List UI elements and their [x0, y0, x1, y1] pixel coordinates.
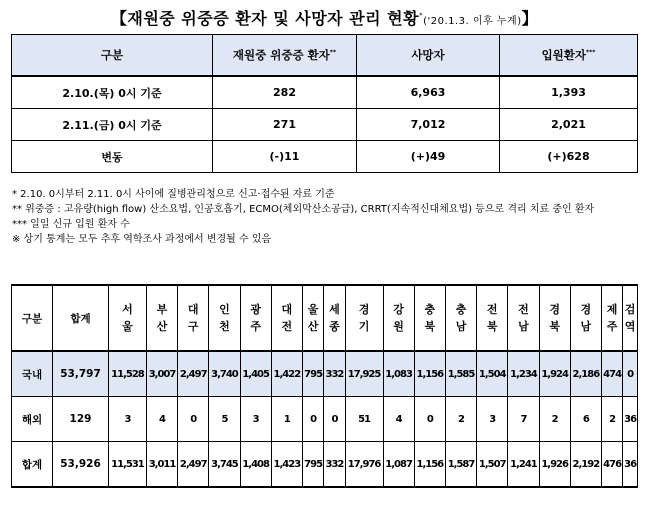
table-cell: 2,192 [570, 442, 601, 488]
table-cell: 2 [445, 397, 476, 442]
footnote: * 2.10. 0시부터 2.11. 0시 사이에 질병관리청으로 신고·접수된 자료 기준 [12, 189, 335, 200]
row-label: 변동 [12, 141, 213, 173]
header-region: 충 남 [445, 285, 476, 351]
table-header-row [12, 35, 638, 77]
table-cell: 271 [213, 109, 357, 141]
header-admitted: 입원환자*** [500, 35, 638, 77]
table-cell: (-)11 [213, 141, 357, 173]
row-label: 2.10.(목) 0시 기준 [12, 76, 213, 109]
header-region: 강 원 [383, 285, 414, 351]
table-cell: 7 [508, 397, 539, 442]
table-cell: 1,087 [383, 442, 414, 488]
table-cell: 1 [271, 397, 302, 442]
table-cell: 282 [213, 76, 357, 109]
table-cell: 3,745 [209, 442, 240, 488]
header-region: 대 구 [178, 285, 209, 351]
severe-patient-table [11, 34, 638, 173]
table-cell: 332 [324, 442, 345, 488]
table-cell: 2 [601, 397, 622, 442]
table-cell: 332 [324, 351, 345, 397]
footnote: *** 일일 신규 입원 환자 수 [12, 219, 130, 230]
table-cell: 5 [209, 397, 240, 442]
table-cell: 1,504 [477, 351, 508, 397]
header-category: 구분 [12, 35, 213, 77]
table-cell: 1,587 [445, 442, 476, 488]
row-label: 해외 [12, 397, 53, 442]
table-cell: 17,976 [345, 442, 383, 488]
row-total: 129 [53, 397, 109, 442]
table-cell: 1,924 [539, 351, 570, 397]
header-region: 부 산 [146, 285, 177, 351]
table-cell: 2 [539, 397, 570, 442]
table-cell: 1,156 [414, 351, 445, 397]
header-region: 경 남 [570, 285, 601, 351]
table-row [12, 442, 638, 488]
header-region: 경 기 [345, 285, 383, 351]
page-title [0, 6, 649, 29]
title-main: 【재원중 위중증 환자 및 사망자 관리 현황 [110, 9, 420, 28]
header-region: 울 산 [302, 285, 323, 351]
header-region: 전 북 [477, 285, 508, 351]
table-cell: 1,408 [240, 442, 271, 488]
table-cell: 2,497 [178, 351, 209, 397]
table-cell: 11,531 [109, 442, 147, 488]
table-cell: 2,021 [500, 109, 638, 141]
table-cell: 1,156 [414, 442, 445, 488]
table-cell: 3 [240, 397, 271, 442]
header-category: 구분 [12, 285, 53, 351]
table-cell: 36 [623, 442, 638, 488]
table-cell: 1,234 [508, 351, 539, 397]
table-cell: 36 [623, 397, 638, 442]
table-row [12, 109, 638, 141]
header-total: 합계 [53, 285, 109, 351]
row-total: 53,926 [53, 442, 109, 488]
row-label: 국내 [12, 351, 53, 397]
table-row [12, 141, 638, 173]
header-region: 검 역 [623, 285, 638, 351]
table-cell: (+)628 [500, 141, 638, 173]
header-region: 경 북 [539, 285, 570, 351]
table-cell: 795 [302, 351, 323, 397]
table-cell: 0 [623, 351, 638, 397]
footnote: ** 위중증 : 고유량(high flow) 산소요법, 인공호흡기, ECMO(체외막산소공급), CRRT(지속적신대체요법) 등으로 격리 치료 중인 환자 [12, 204, 595, 215]
table-header-row [12, 285, 638, 351]
table-cell: 0 [414, 397, 445, 442]
header-region: 충 북 [414, 285, 445, 351]
footnote: ※ 상기 통계는 모두 추후 역학조사 과정에서 변경될 수 있음 [12, 234, 272, 245]
table-cell: 3,011 [146, 442, 177, 488]
table-cell: 1,422 [271, 351, 302, 397]
table-cell: 0 [324, 397, 345, 442]
table-cell: 17,925 [345, 351, 383, 397]
table-cell: 2,186 [570, 351, 601, 397]
regional-table [11, 284, 638, 488]
table-cell: 1,241 [508, 442, 539, 488]
table-cell: 1,507 [477, 442, 508, 488]
header-region: 세 종 [324, 285, 345, 351]
table-cell: 6 [570, 397, 601, 442]
table-cell: 795 [302, 442, 323, 488]
header-region: 대 전 [271, 285, 302, 351]
row-label: 2.11.(금) 0시 기준 [12, 109, 213, 141]
table-cell: 1,423 [271, 442, 302, 488]
table-cell: 3,740 [209, 351, 240, 397]
table-row [12, 76, 638, 109]
title-range: ('20.1.3. 이후 누계) [423, 16, 522, 27]
table-cell: 1,405 [240, 351, 271, 397]
title-sup: * [419, 11, 424, 20]
table-cell: 1,393 [500, 76, 638, 109]
table-cell: 3,007 [146, 351, 177, 397]
table-row [12, 397, 638, 442]
header-region: 인 천 [209, 285, 240, 351]
table-cell: 6,963 [357, 76, 500, 109]
header-deaths: 사망자 [357, 35, 500, 77]
table-cell: 4 [383, 397, 414, 442]
table-cell: 51 [345, 397, 383, 442]
header-region: 광 주 [240, 285, 271, 351]
table-cell: 11,528 [109, 351, 147, 397]
row-total: 53,797 [53, 351, 109, 397]
table-cell: 1,585 [445, 351, 476, 397]
table-cell: 3 [109, 397, 147, 442]
row-label: 합계 [12, 442, 53, 488]
table-cell: 7,012 [357, 109, 500, 141]
table-cell: 2,497 [178, 442, 209, 488]
header-region: 제 주 [601, 285, 622, 351]
table-cell: 474 [601, 351, 622, 397]
footnotes [12, 187, 594, 247]
table-row [12, 351, 638, 397]
title-close: 】 [521, 9, 539, 28]
table-cell: 0 [302, 397, 323, 442]
table-cell: (+)49 [357, 141, 500, 173]
table-cell: 476 [601, 442, 622, 488]
table-cell: 0 [178, 397, 209, 442]
header-severe: 재원중 위중증 환자** [213, 35, 357, 77]
header-region: 전 남 [508, 285, 539, 351]
table-cell: 1,926 [539, 442, 570, 488]
table-cell: 1,083 [383, 351, 414, 397]
table-cell: 4 [146, 397, 177, 442]
table-cell: 3 [477, 397, 508, 442]
header-region: 서 울 [109, 285, 147, 351]
